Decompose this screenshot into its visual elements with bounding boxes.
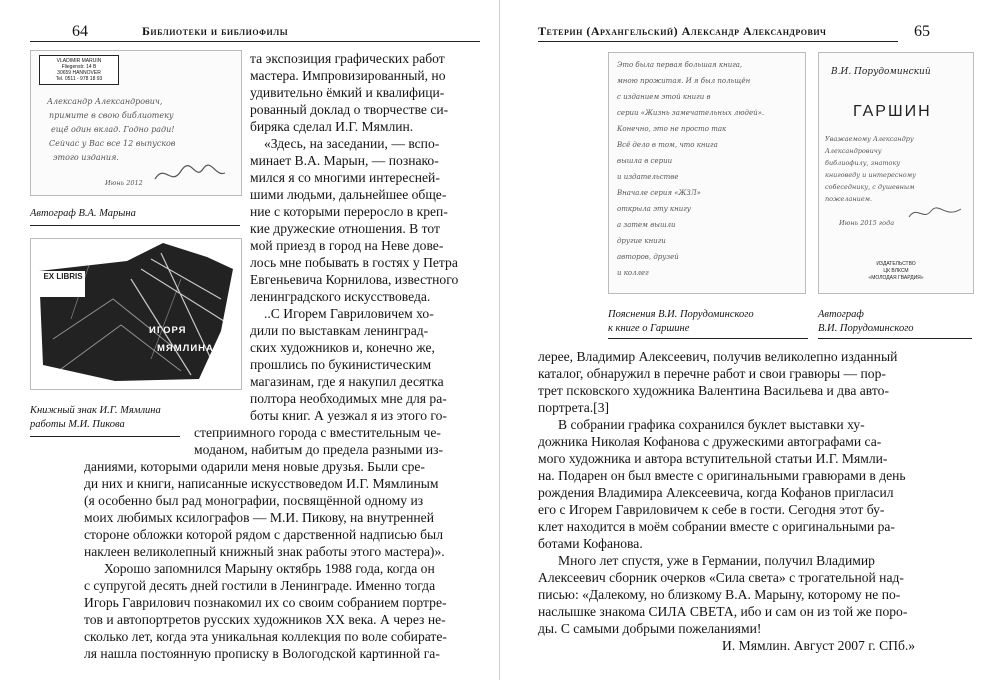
caption-rule bbox=[608, 338, 808, 339]
text-line: с супругой десять дней гостили в Ленинграде. Именно тогда bbox=[84, 578, 436, 593]
text-line: наклеен великолепный книжный знак работы этого мастера)». bbox=[84, 544, 445, 559]
figure-caption: Автограф bbox=[818, 309, 864, 320]
text-line: Хорошо запомнился Марыну октябрь 1988 года, когда он bbox=[104, 561, 435, 576]
figure-caption: к книге о Гаршине bbox=[608, 323, 690, 334]
handwriting-line: ещё один вклад. Годно ради! bbox=[51, 125, 175, 134]
text-line: ды. С самыми добрыми пожеланиями! bbox=[538, 621, 762, 636]
text-line: мой приезд в город на Неве дове- bbox=[250, 238, 444, 253]
figure-caption: работы М.И. Пикова bbox=[30, 419, 125, 430]
handwriting-line: авторов, друзей bbox=[617, 253, 679, 261]
page-number: 65 bbox=[914, 23, 930, 40]
handwriting-line: собеседнику, с душевным bbox=[825, 183, 915, 191]
text-line: степриимного города с вместительным че- bbox=[194, 425, 441, 440]
text-line: биряка сделал И.Г. Мямлин. bbox=[250, 119, 414, 134]
text-line: его с Игорем Гавриловичем к себе в гости. Сегодня этот бу- bbox=[538, 502, 885, 517]
address-stamp: VLADIMIR MARUIN Fliegenstr. 14 B 30659 HANNOVER Tel. 0511 - 978 18 93 bbox=[39, 55, 119, 85]
text-line: моих любимых ксилографов — М.И. Пикову, на внутренней bbox=[84, 510, 434, 525]
signature-icon bbox=[905, 203, 965, 223]
text-line: полтора необходимых мне для ра- bbox=[250, 391, 447, 406]
text-line: кие дружеские отношения. В тот bbox=[250, 221, 440, 236]
text-line: та экспозиция графических работ bbox=[250, 51, 445, 66]
handwriting-line: Всё дело в том, что книга bbox=[617, 141, 718, 149]
handwriting-line: этого издания. bbox=[53, 153, 119, 162]
handwriting-line: Александровичу bbox=[825, 147, 882, 155]
text-line: мастера. Импровизированный, но bbox=[250, 68, 446, 83]
text-line: Много лет спустя, уже в Германии, получил Владимир bbox=[558, 553, 875, 568]
text-line: минает В.А. Марын, — познако- bbox=[250, 153, 439, 168]
text-line: Игорь Гаврилович познакомил их со своим собранием портре- bbox=[84, 595, 447, 610]
running-head: Тетерин (Архангельский) Александр Александрович bbox=[538, 24, 827, 38]
right-page bbox=[500, 0, 1000, 680]
text-line: прошлись по букинистическим bbox=[250, 357, 432, 372]
handwriting-line: Сейчас у Вас все 12 выпусков bbox=[49, 139, 176, 148]
text-line: ботами Кофанова. bbox=[538, 536, 643, 551]
ex-libris-label: EX LIBRIS bbox=[43, 272, 83, 281]
caption-rule bbox=[30, 225, 240, 226]
text-line: писью: «Далекому, но близкому В.А. Марыну, которому не по- bbox=[538, 587, 901, 602]
book-author: В.И. Порудоминский bbox=[831, 67, 931, 77]
text-line: боты книг. А уезжал я из этого го- bbox=[250, 408, 447, 423]
header-rule bbox=[30, 41, 480, 42]
handwriting-line: серии «Жизнь замечательных людей». bbox=[617, 109, 765, 117]
text-line: (я особенно был рад монографии, посвящённой одному из bbox=[84, 493, 424, 508]
figure-caption: В.И. Порудоминского bbox=[818, 323, 914, 334]
text-line: ние с которыми переросло в креп- bbox=[250, 204, 448, 219]
bookplate-image bbox=[30, 238, 242, 390]
text-line: удивительно ёмкий и квалифици- bbox=[250, 85, 445, 100]
text-line: наслышке знакома СИЛА СВЕТА, ибо и сам он из той же поро- bbox=[538, 604, 908, 619]
handwriting-line: с изданием этой книги в bbox=[617, 93, 711, 101]
handwriting-date: Июнь 2015 года bbox=[839, 219, 895, 227]
text-line: клет находится в моём собрании вместе с оригинальными ра- bbox=[538, 519, 895, 534]
figure-caption: Пояснения В.И. Порудоминского bbox=[608, 309, 754, 320]
handwriting-line: Александр Александрович, bbox=[47, 97, 163, 106]
autograph-image bbox=[30, 50, 242, 196]
page-number: 64 bbox=[72, 23, 88, 40]
text-line: рождения Владимира Алексеевича, когда Кофанов пригласил bbox=[538, 485, 894, 500]
text-line: В собрании графика сохранился буклет выставки ху- bbox=[558, 417, 865, 432]
handwriting-line: примите в свою библиотеку bbox=[49, 111, 174, 120]
text-line: Алексеевич сборник очерков «Сила света» с трогательной над- bbox=[538, 570, 904, 585]
publisher-imprint: ИЗДАТЕЛЬСТВО ЦК ВЛКСМ «МОЛОДАЯ ГВАРДИЯ» bbox=[868, 261, 924, 281]
text-line: «Здесь, на заседании, — вспо- bbox=[264, 136, 440, 151]
text-line: на. Подарен он был вместе с оригинальными гравюрами в день bbox=[538, 468, 906, 483]
text-line: мого художника и автора вступительной статьи И.Г. Мямли- bbox=[538, 451, 888, 466]
text-line: тов и автопортретов русских художников XX века. А через не- bbox=[84, 612, 446, 627]
bookplate-artwork bbox=[31, 239, 241, 389]
text-line: магазинам, где я накупил десятка bbox=[250, 374, 444, 389]
bookplate-name: МЯМЛИНА bbox=[157, 343, 214, 354]
book-title: ГАРШИН bbox=[853, 103, 932, 120]
text-line: сколько лет, когда эта уникальная коллекция по воле собирате- bbox=[84, 629, 447, 644]
text-line: рованный доклад о творчестве си- bbox=[250, 102, 449, 117]
text-line: лось мне побывать в гостях у Петра bbox=[250, 255, 458, 270]
handwriting-line: Вначале серия «ЖЗЛ» bbox=[617, 189, 701, 197]
text-line: лерее, Владимир Алексеевич, получив великолепно изданный bbox=[538, 349, 898, 364]
handwriting-line: Уважаемому Александру bbox=[825, 135, 914, 143]
text-line: И. Мямлин. Август 2007 г. СПб.» bbox=[722, 638, 916, 653]
text-line: трет псковского художника Валентина Васильева и два авто- bbox=[538, 383, 889, 398]
handwriting-line: а затем вышли bbox=[617, 221, 676, 229]
text-line: стороне обложки которой рядом с дарственной надписью был bbox=[84, 527, 443, 542]
text-line: даниями, которыми одарили меня новые друзья. Были сре- bbox=[84, 459, 425, 474]
text-line: ских художников и, конечно же, bbox=[250, 340, 435, 355]
text-line: ..С Игорем Гавриловичем хо- bbox=[264, 306, 434, 321]
text-line: ля нашла постоянную прописку в Вологодской картинной га- bbox=[84, 646, 440, 661]
text-line: ди них и книги, написанные искусствоведом И.Г. Мямлиным bbox=[84, 476, 439, 491]
running-head: Библиотеки и библиофилы bbox=[142, 24, 289, 38]
header-rule bbox=[538, 41, 898, 42]
handwriting-line: библиофилу, знатоку bbox=[825, 159, 901, 167]
text-line: мился я со многими интересней- bbox=[250, 170, 440, 185]
handwriting-line: Это была первая большая книга, bbox=[617, 61, 743, 69]
handwriting-line: книговеду и интересному bbox=[825, 171, 916, 179]
caption-rule bbox=[30, 436, 180, 437]
text-line: дожника Николая Кофанова с дружескими автографами са- bbox=[538, 434, 882, 449]
text-line: каталог, обнаружил в перечне работ и свои гравюры — пор- bbox=[538, 366, 886, 381]
bookplate-name: ИГОРЯ bbox=[149, 325, 187, 336]
book-title-page-image bbox=[818, 52, 974, 294]
handwriting-line: другие книги bbox=[617, 237, 666, 245]
handwriting-line: и издательстве bbox=[617, 173, 679, 181]
handwriting-line: и коллег bbox=[617, 269, 649, 277]
text-line: Евгеньевича Корнилова, известного bbox=[250, 272, 459, 287]
text-line: шими людьми, дальнейшее обще- bbox=[250, 187, 447, 202]
handwriting-line: Конечно, это не просто так bbox=[617, 125, 727, 133]
text-line: модaном, набитым до предела разными из- bbox=[194, 442, 444, 457]
handwriting-line: пожеланием. bbox=[825, 195, 873, 203]
handwriting-line: мною прожитая. И я был польщён bbox=[617, 77, 751, 85]
text-line: дили по выставкам ленинград- bbox=[250, 323, 429, 338]
handwritten-notes-image bbox=[608, 52, 806, 294]
signature-icon bbox=[149, 161, 229, 187]
handwriting-date: Июнь 2012 bbox=[105, 179, 143, 187]
handwriting-line: открыла эту книгу bbox=[617, 205, 691, 213]
handwriting-line: вышла в серии bbox=[617, 157, 673, 165]
text-line: портрета.[3] bbox=[538, 400, 610, 415]
caption-rule bbox=[818, 338, 972, 339]
figure-caption: Автограф В.А. Марына bbox=[30, 208, 136, 219]
text-line: ленинградского искусствоведа. bbox=[250, 289, 431, 304]
figure-caption: Книжный знак И.Г. Мямлина bbox=[30, 405, 161, 416]
